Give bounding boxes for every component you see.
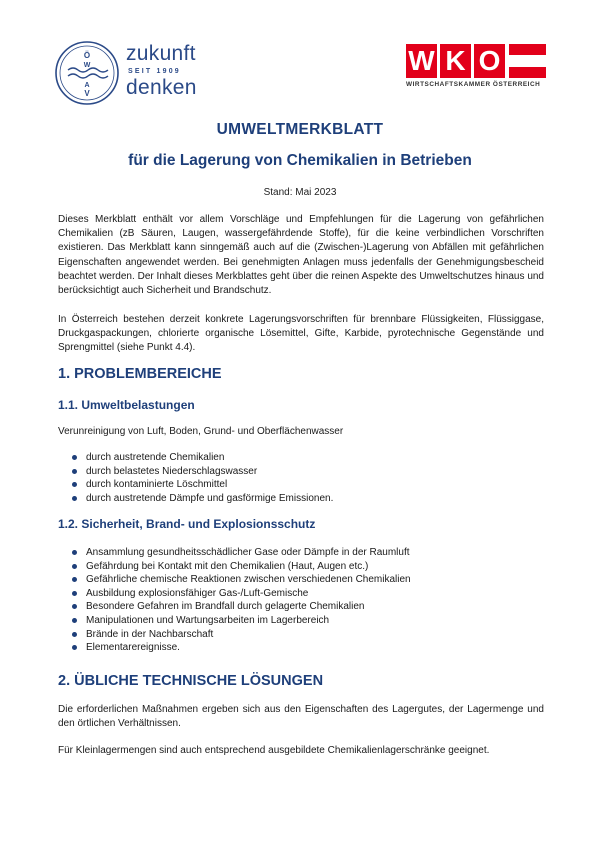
page-header: [0, 0, 600, 110]
list-item-text: Manipulationen und Wartungsarbeiten im Lagerbereich: [86, 614, 330, 626]
list-item-text: Elementarereignisse.: [86, 642, 180, 654]
safety-risk-list: [72, 546, 411, 655]
bullet-icon: [72, 469, 77, 474]
bullet-icon: [72, 564, 77, 569]
oewav-word-zukunft: zukunft: [126, 42, 196, 65]
list-item-text: durch austretende Chemikalien: [86, 452, 225, 463]
bullet-icon: [72, 496, 77, 501]
list-item: [72, 451, 333, 465]
environment-impact-list: [72, 451, 333, 505]
list-item: [72, 492, 333, 506]
list-item-text: Ausbildung explosionsfähiger Gas-/Luft-Gemische: [86, 587, 309, 599]
list-item-text: Ansammlung gesundheitsschädlicher Gase oder Dämpfe in der Raumluft: [86, 547, 410, 558]
wko-letter-k: K: [440, 44, 471, 78]
list-item-text: durch austretende Dämpfe und gasförmige Emissionen.: [86, 492, 334, 504]
bullet-icon: [72, 577, 77, 582]
section-1-heading: 1. PROBLEMBEREICHE: [58, 366, 222, 382]
list-item: [72, 628, 411, 642]
oewav-wordmark: [126, 44, 197, 98]
wko-letter-o: O: [474, 44, 505, 78]
wko-letter-w: W: [406, 44, 437, 78]
list-item-text: Gefährdung bei Kontakt mit den Chemikalien (Haut, Augen etc.): [86, 560, 369, 572]
section-2-heading: 2. ÜBLICHE TECHNISCHE LÖSUNGEN: [58, 673, 324, 689]
document-subtitle: für die Lagerung von Chemikalien in Betrieben: [128, 152, 472, 169]
bullet-icon: [72, 632, 77, 637]
bullet-icon: [72, 604, 77, 609]
list-item: [72, 641, 411, 655]
emblem-letter-a: A: [84, 82, 90, 89]
emblem-letter-o: Ö: [83, 51, 91, 60]
bullet-icon: [72, 618, 77, 623]
oewav-emblem-icon: [54, 40, 120, 106]
list-item: [72, 600, 411, 614]
list-item: [72, 587, 411, 601]
list-item: [72, 478, 333, 492]
section-2-paragraph-1: Die erforderlichen Maßnahmen ergeben sich aus den Eigenschaften des Lagergutes, der Lagermenge und den örtlichen Verhältnissen.: [58, 704, 544, 730]
document-title: UMWELTMERKBLATT: [216, 121, 384, 138]
bullet-icon: [72, 591, 77, 596]
wko-logo: [406, 44, 546, 94]
austria-flag-icon: [509, 44, 546, 78]
emblem-letter-w: W: [83, 62, 91, 69]
section-2-paragraph-2: Für Kleinlagermengen sind auch entsprechend ausgebildete Chemikalienlagerschränke geeignet.: [58, 745, 490, 756]
list-item-text: Gefährliche chemische Reaktionen zwischen verschiedenen Chemikalien: [86, 574, 411, 586]
document-date: Stand: Mai 2023: [263, 187, 337, 198]
emblem-letter-v: V: [84, 89, 90, 98]
oewav-seit: SEIT 1909: [128, 68, 181, 75]
bullet-icon: [72, 455, 77, 460]
oewav-word-denken: denken: [126, 76, 197, 99]
list-item: [72, 573, 411, 587]
bullet-icon: [72, 482, 77, 487]
bullet-icon: [72, 550, 77, 555]
wko-subtitle: WIRTSCHAFTSKAMMER ÖSTERREICH: [406, 81, 541, 88]
list-item: [72, 465, 333, 479]
list-item: [72, 560, 411, 574]
list-item-text: durch kontaminierte Löschmittel: [86, 479, 228, 491]
list-item-text: Brände in der Nachbarschaft: [86, 628, 214, 640]
section-1-2-heading: 1.2. Sicherheit, Brand- und Explosionsschutz: [58, 517, 316, 531]
section-1-1-lead: Verunreinigung von Luft, Boden, Grund- und Oberflächenwasser: [58, 426, 344, 437]
bullet-icon: [72, 645, 77, 650]
intro-paragraph-1: Dieses Merkblatt enthält vor allem Vorschläge und Empfehlungen für die Lagerung von gefährlichen Chemikalien (zB Säuren, Laugen, wassergefährdende Stoffe), für die keine verbindlichen Vorschriften existieren. Das Merkblatt kann sinngemäß auch auf die (Zwischen-)Lagerung von Abfällen mit gefährlichen Eigenschaften angewendet werden. Bei genehmigten Anlagen muss jedenfalls der Genehmigungsbescheid beachtet werden. Der Inhalt dieses Merkblattes geht über die reinen Aspekte des Umweltschutzes hinaus und berücksichtigt auch Sicherheit und Brandschutz.: [58, 214, 544, 297]
list-item-text: Besondere Gefahren im Brandfall durch gelagerte Chemikalien: [86, 601, 365, 613]
list-item: [72, 614, 411, 628]
section-1-1-heading: 1.1. Umweltbelastungen: [58, 398, 195, 412]
intro-paragraph-2: In Österreich bestehen derzeit konkrete Lagerungsvorschriften für brennbare Flüssigkeiten, Flüssiggase, Druckgaspackungen, chlorierte organische Lösemittel, Gifte, Karbide, pyrotechnische Gegenstände und Sprengmittel (siehe Punkt 4.4).: [58, 314, 544, 354]
list-item: [72, 546, 411, 560]
list-item-text: durch belastetes Niederschlagswasser: [86, 465, 258, 477]
